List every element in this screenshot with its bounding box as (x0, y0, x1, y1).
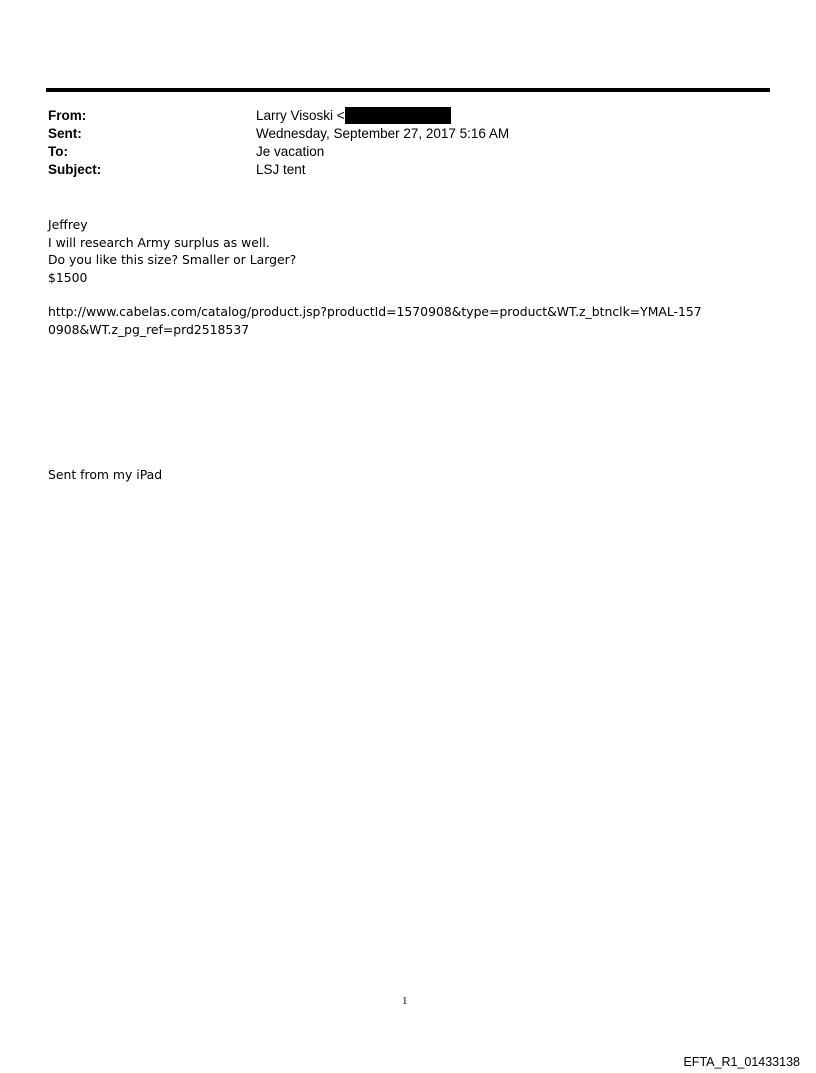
header-divider-rule (46, 88, 770, 92)
redaction-box (345, 107, 451, 124)
from-row (48, 107, 748, 125)
to-row (48, 143, 748, 161)
body-line: Do you like this size? Smaller or Larger? (48, 252, 297, 267)
to-value: Je vacation (256, 144, 325, 159)
page-number: 1 (402, 995, 408, 1007)
body-line-price: $1500 (48, 269, 88, 285)
email-body (48, 216, 768, 338)
product-link[interactable]: http://www.cabelas.com/catalog/product.jsp?productId=1570908&type=product&WT.z_btnclk=YMAL-1570908&WT.z_pg_ref=prd2518537 (48, 304, 702, 337)
email-header (48, 107, 748, 179)
from-value (256, 107, 451, 125)
subject-row (48, 161, 748, 179)
document-id: EFTA_R1_01433138 (683, 1055, 800, 1069)
subject-label: Subject: (48, 162, 102, 177)
from-label: From: (48, 108, 87, 123)
body-line-greeting: Jeffrey (48, 217, 88, 232)
body-line: I will research Army surplus as well. (48, 234, 270, 250)
sent-value: Wednesday, September 27, 2017 5:16 AM (256, 126, 510, 141)
from-sender-name: Larry Visoski < (256, 108, 345, 123)
sent-label: Sent: (48, 126, 82, 141)
email-signature: Sent from my iPad (48, 467, 163, 482)
subject-value: LSJ tent (256, 162, 306, 177)
sent-row (48, 125, 748, 143)
to-label: To: (48, 144, 68, 159)
